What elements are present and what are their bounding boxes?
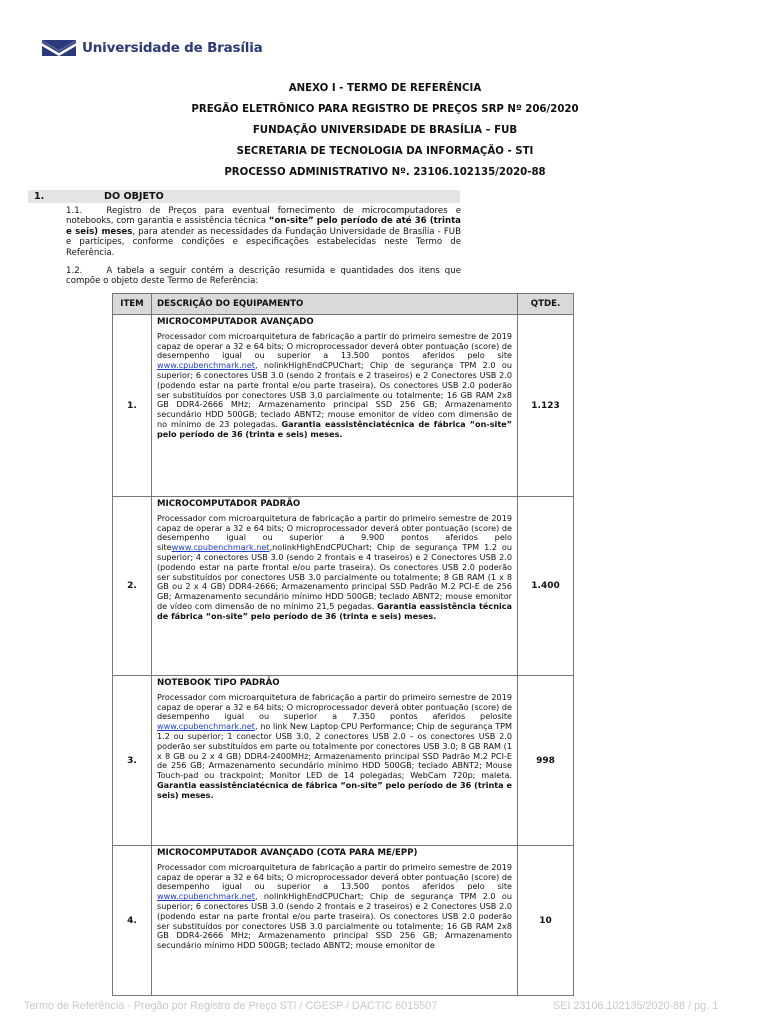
warranty-text: Garantia eassistênciatécnica de fábrica “on-site” pelo período de 36 (trinta e seis) meses. <box>157 779 512 800</box>
item-title: MICROCOMPUTADOR AVANÇADO <box>157 317 314 327</box>
table-row <box>113 497 574 676</box>
item-title: MICROCOMPUTADOR AVANÇADO (COTA PARA ME/EPP) <box>157 848 418 858</box>
logo-text: Universidade de Brasília <box>82 40 263 56</box>
section-header <box>28 190 460 203</box>
item-text: ,nolinkHighEndCPUChart; Chip de segurança TPM 1.2 ou superior; 4 conectores USB 3.0 (sendo 2 frontais e 4 traseiros) e 2 Conectores USB 2.0 (podendo estar na parte frontal e/ou parte traseira). Os conectores USB 2.0 poderão ser substituídos por conectores USB 3.0 parcialmente ou totalmente; 8 GB RAM (1 x 8 GB ou 2 x 4 GB) DDR4-2666; Armazenamento principal SSD Padrão M.2 PCI-E de 256 GB; Armazenamento secundário mínimo HDD 500GB; teclado ABNT2; mouse emonitor de vídeo com dimensão de no mínimo 21,5 pegadas. <box>157 542 512 611</box>
item-description <box>152 315 518 497</box>
item-title: NOTEBOOK TIPO PADRÃO <box>157 678 280 688</box>
paragraph-number: 1.1. <box>66 206 83 216</box>
paragraph-number: 1.2. <box>66 266 83 276</box>
item-text: Processador com microarquitetura de fabricação a partir do primeiro semestre de 2019 capaz de operar a 32 e 64 bits; O microprocessador deverá obter pontuação (score) de desempenho igual ou superior a 9.900 pontos aferidos pelo site <box>157 512 512 553</box>
item-quantity: 10 <box>518 846 574 996</box>
table-row <box>113 315 574 497</box>
paragraph-text: A tabela a seguir contém a descrição resumida e quantidades dos itens que compõe o objeto deste Termo de Referência: <box>66 266 461 287</box>
item-text: Processador com microarquitetura de fabricação a partir do primeiro semestre de 2019 capaz de operar a 32 e 64 bits; O microprocessador deverá obter pontuação (score) de desempenho igual ou superior a 13.500 pontos aferidos pelo site <box>157 861 512 892</box>
cpubenchmark-link[interactable]: www.cpubenchmark.net <box>157 360 255 371</box>
column-header-description: DESCRIÇÃO DO EQUIPAMENTO <box>152 294 518 315</box>
paragraph-1-1 <box>66 206 461 258</box>
paragraph-1-2 <box>66 266 461 287</box>
document-headings <box>0 82 770 187</box>
heading-pregao: PREGÃO ELETRÔNICO PARA REGISTRO DE PREÇOS SRP Nº 206/2020 <box>191 104 579 115</box>
footer-page-info: SEI 23106.102135/2020-88 / pg. 1 <box>553 1000 719 1012</box>
heading-secretaria: SECRETARIA DE TECNOLOGIA DA INFORMAÇÃO - STI <box>236 146 534 157</box>
item-description <box>152 676 518 846</box>
item-title: MICROCOMPUTADOR PADRÃO <box>157 499 301 509</box>
warranty-text: Garantia eassistência técnica de fábrica “on-site” pelo período de 36 (trinta e seis) meses. <box>157 600 512 621</box>
cpubenchmark-link[interactable]: www.cpubenchmark.net <box>171 542 270 553</box>
item-number: 3. <box>113 676 152 846</box>
item-text: , nolinkHighEndCPUChart; Chip de segurança TPM 2.0 ou superior; 6 conectores USB 3.0 (sendo 2 frontais e 2 traseiros) e 2 Conectores USB 2.0 (podendo estar na parte frontal e/ou parte traseira). Os conectores USB 2.0 poderão ser substituídos por conectores USB 3.0 parcialmente ou totalmente; 16 GB RAM 2x8 GB DDR4-2666 MHz; Armazenamento principal SSD 256 GB; Armazenamento secundário HDD 500GB; teclado ABNT2; mouse emonitor de vídeo com dimensão de no mínimo de 23 polegadas. <box>157 360 512 429</box>
equipment-table <box>112 293 574 996</box>
item-number: 2. <box>113 497 152 676</box>
heading-fundacao: FUNDAÇÃO UNIVERSIDADE DE BRASÍLIA – FUB <box>252 125 518 136</box>
item-quantity: 1.400 <box>518 497 574 676</box>
item-text: Processador com microarquitetura de fabricação a partir do primeiro semestre de 2019 capaz de operar a 32 e 64 bits; O microprocessador deverá obter pontuação (score) de desempenho igual ou superior a 13.500 pontos aferidos pelo site <box>157 330 512 361</box>
item-quantity: 1.123 <box>518 315 574 497</box>
unb-logo <box>42 38 263 58</box>
item-description <box>152 497 518 676</box>
cpubenchmark-link[interactable]: www.cpubenchmark.net <box>157 891 255 902</box>
table-row <box>113 846 574 996</box>
item-number: 4. <box>113 846 152 996</box>
item-quantity: 998 <box>518 676 574 846</box>
table-header-row <box>113 294 574 315</box>
paragraph-text: Registro de Preços para eventual fornecimento de microcomputadores e notebooks, com garantia e assistência técnica <box>66 206 461 227</box>
section-number: 1. <box>34 191 45 202</box>
cpubenchmark-link[interactable]: www.cpubenchmark.net <box>157 721 255 732</box>
table-row <box>113 676 574 846</box>
unb-emblem-icon <box>42 40 76 56</box>
item-text: , nolinkHighEndCPUChart; Chip de segurança TPM 2.0 ou superior; 6 conectores USB 3.0 (sendo 2 frontais e 2 traseiros) e 2 Conectores USB 2.0 (podendo estar na parte frontal e/ou parte traseira). Os conectores USB 2.0 poderão ser substituídos por conectores USB 3.0 parcialmente ou totalmente; 16 GB RAM 2x8 GB DDR4-2666 MHz; Armazenamento principal SSD 256 GB; Armazenamento secundário mínimo HDD 500GB; teclado ABNT2; mouse emonitor de <box>157 891 512 951</box>
heading-annex: ANEXO I - TERMO DE REFERÊNCIA <box>288 83 482 94</box>
heading-processo: PROCESSO ADMINISTRATIVO Nº. 23106.102135/2020-88 <box>224 167 546 178</box>
warranty-text: Garantia eassistênciatécnica de fábrica “on-site” pelo período de 36 (trinta e seis) meses. <box>157 418 512 439</box>
item-number: 1. <box>113 315 152 497</box>
column-header-item: ITEM <box>113 294 152 315</box>
paragraph-text: , para atender as necessidades da Fundação Universidade de Brasília - FUB e partícipes, conforme condições e especificações estabelecidas neste Termo de Referência. <box>66 226 461 258</box>
paragraph-bold: “on-site” pelo período de até 36 (trinta e seis) meses <box>66 216 461 237</box>
item-text: , no link New Laptop CPU Performance; Chip de segurança TPM 1.2 ou superior; 1 conector USB 3.0, 2 conectores USB 2.0 – os conectores USB 2.0 poderão ser substituídos em parte ou totalmente por conectores USB 3.0; 8 GB RAM (1 x 8 GB ou 2 x 4 GB) DDR4-2400MHz; Armazenamento principal SSD Padrão M.2 PCI-E de 256 GB; Armazenamento secundário mínimo HDD 500GB; teclado ABNT2; Mouse Touch-pad ou trackpoint; Monitor LED de 14 polegadas; WebCam 720p; maleta. <box>157 721 512 781</box>
item-text: Processador com microarquitetura de fabricação a partir do primeiro semestre de 2019 capaz de operar a 32 e 64 bits; O microprocessador deverá obter pontuação (score) de desempenho igual ou superior a 7.350 pontos aferidos pelosite <box>157 691 512 722</box>
item-description <box>152 846 518 996</box>
column-header-quantity: QTDE. <box>518 294 574 315</box>
section-title: DO OBJETO <box>104 191 164 202</box>
footer-left-text: Termo de Referência - Pregão por Registro de Preço STI / CGESP / DACTIC 6015507 <box>24 1000 438 1012</box>
